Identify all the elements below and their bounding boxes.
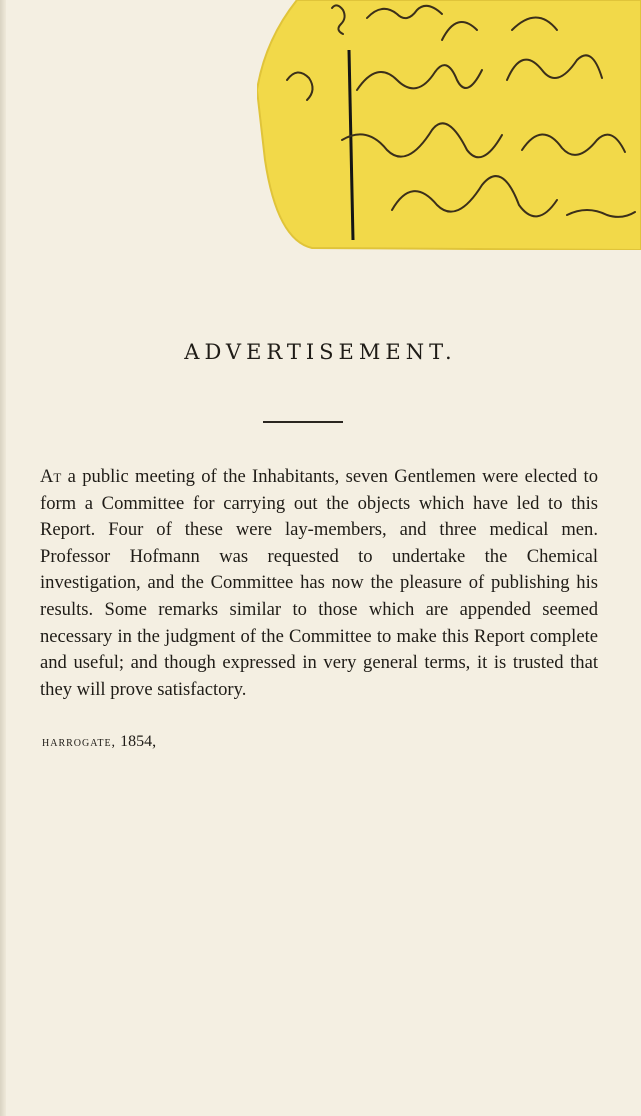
handwritten-label-graphic: [257, 0, 641, 250]
place-name: harrogate,: [42, 735, 117, 750]
date: 1854,: [120, 733, 157, 750]
page-heading: ADVERTISEMENT.: [184, 340, 457, 364]
body-paragraph: [40, 464, 598, 703]
body-text: a public meeting of the Inhabitants, seven Gentlemen were elected to form a Committee for carrying out the objects which have led to this Report. Four of these were lay-members, and three medical men. Professor Hofmann was requested to undertake the Chemical investigation, and the Committee has now the pleasure of publishing his results. Some remarks similar to those which are appended seemed necessary in the judgment of the Committee to make this Report complete and useful; and though expressed in very general terms, it is trusted that they will prove satisfactory.: [40, 466, 598, 700]
heading-rule: [263, 421, 343, 423]
page-edge: [0, 0, 6, 1116]
place-and-date: [42, 733, 156, 751]
lead-in-word: At: [40, 466, 62, 487]
handwritten-label: [257, 0, 641, 250]
